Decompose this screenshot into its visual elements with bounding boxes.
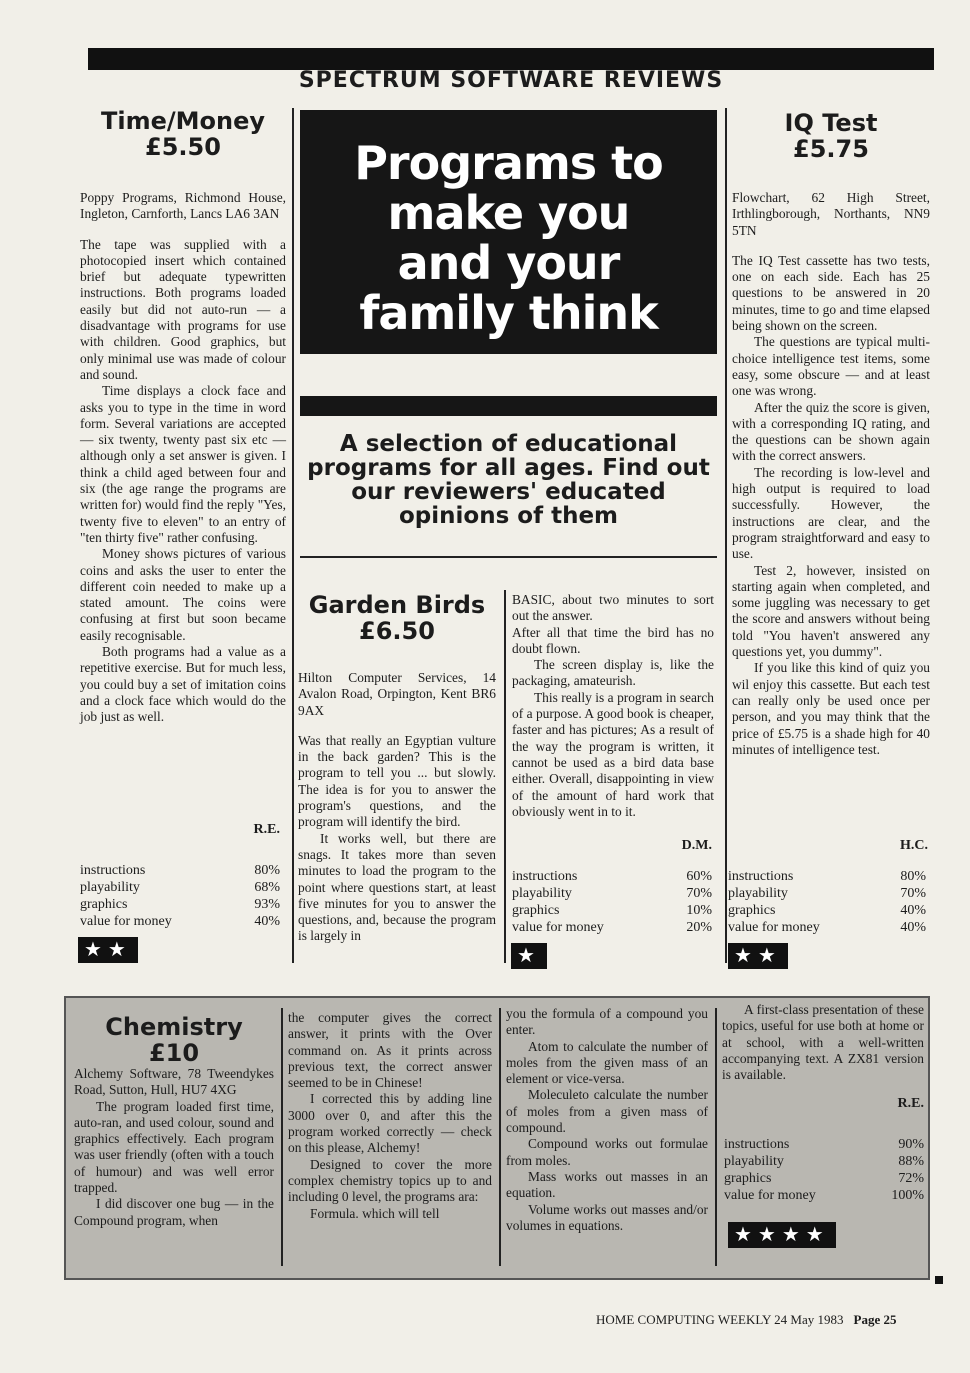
rating-label: value for money bbox=[512, 920, 604, 935]
page-number: Page 25 bbox=[853, 1312, 897, 1327]
rating-label: instructions bbox=[724, 1137, 790, 1152]
rating-label: instructions bbox=[512, 869, 578, 884]
review-title bbox=[80, 108, 286, 164]
rating-value: 70% bbox=[900, 886, 926, 901]
publisher-address: Hilton Computer Services, 14 Avalon Road, Orpington, Kent BR6 9AX bbox=[298, 670, 496, 718]
rating-value: 93% bbox=[254, 897, 280, 912]
rating-value: 88% bbox=[898, 1154, 924, 1169]
publisher-address: Poppy Programs, Richmond House, Ingleton, Carnforth, Lancs LA6 3AN bbox=[80, 190, 286, 222]
review-title-name: Time/Money bbox=[100, 107, 266, 135]
headline-line: family think bbox=[359, 286, 658, 340]
review-paragraph: the computer gives the correct answer, it prints with the Over command on. As it prints across previous text, the correct answer seemed to be in Chinese! bbox=[288, 1010, 492, 1091]
rating-label: value for money bbox=[724, 1188, 816, 1203]
rating-label: graphics bbox=[512, 903, 560, 918]
rating-row bbox=[724, 1136, 924, 1153]
review-garden-birds bbox=[298, 592, 496, 945]
review-body bbox=[80, 190, 286, 726]
rating-label: graphics bbox=[80, 897, 128, 912]
review-body bbox=[298, 670, 496, 945]
rating-row bbox=[724, 1187, 924, 1204]
review-paragraph: you the formula of a compound you enter. bbox=[506, 1006, 708, 1038]
rating-label: value for money bbox=[728, 920, 820, 935]
review-paragraph: Money shows pictures of various coins and asks the user to enter the different coin needed to make up a stated amount. The coins were confusing at first but soon became easily recognisable. bbox=[80, 546, 286, 643]
rating-value: 90% bbox=[898, 1137, 924, 1152]
review-paragraph: I did discover one bug — in the Compound program, when bbox=[74, 1196, 274, 1228]
publisher-address: Flowchart, 62 High Street, Irthlingborough, Northants, NN9 5TN bbox=[732, 190, 930, 238]
review-paragraph: The tape was supplied with a photocopied insert which contained brief but adequate typewritten instructions. Both programs loaded easily but did not auto-run — a disadvantage with programs for use with children. Good graphics, but only minimal use was made of colour and sound. bbox=[80, 236, 286, 382]
star-rating: ★★ bbox=[78, 937, 138, 963]
rating-label: instructions bbox=[80, 863, 146, 878]
rating-value: 40% bbox=[900, 903, 926, 918]
review-body-col2 bbox=[512, 592, 714, 820]
review-paragraph: Volume works out masses and/or volumes in equations. bbox=[506, 1201, 708, 1233]
rating-row bbox=[728, 885, 926, 902]
review-paragraph: I corrected this by adding line 3000 over 0, and after this the program worked correctly — check on this please, Alchemy! bbox=[288, 1091, 492, 1156]
rating-value: 68% bbox=[254, 880, 280, 895]
star-rating: ★★ bbox=[728, 943, 788, 969]
review-paragraph: Designed to cover the more complex chemistry topics up to and including 0 level, the programs ara: bbox=[288, 1156, 492, 1205]
rating-value: 40% bbox=[254, 914, 280, 929]
rating-value: 80% bbox=[900, 869, 926, 884]
review-paragraph: Moleculeto calculate the number of moles from a given mass of compound. bbox=[506, 1087, 708, 1136]
review-paragraph: The recording is low-level and high output is required to load successfully. However, the instructions are clear, and the program straightforward and easy to use. bbox=[732, 464, 930, 562]
review-title bbox=[298, 592, 496, 644]
rating-row bbox=[512, 868, 712, 885]
review-paragraph: A first-class presentation of these topics, useful for use both at home or at school, with a well-written accompanying text. A ZX81 version is available. bbox=[722, 1002, 924, 1083]
rating-label: value for money bbox=[80, 914, 172, 929]
rating-value: 70% bbox=[686, 886, 712, 901]
rating-value: 72% bbox=[898, 1171, 924, 1186]
ratings-table bbox=[724, 1136, 924, 1204]
review-title-name: Garden Birds bbox=[308, 591, 486, 619]
rating-label: playability bbox=[512, 886, 572, 901]
review-paragraph: After all that time the bird has no doubt flown. bbox=[512, 624, 714, 656]
reviewer-initials: H.C. bbox=[900, 838, 928, 853]
rating-value: 20% bbox=[686, 920, 712, 935]
review-paragraph: Test 2, however, insisted on starting again when completed, and some juggling was necessary to get the score and answers without being told "You haven't answered any questions yet, you dummy". bbox=[732, 562, 930, 660]
review-paragraph: If you like this kind of quiz you wil enjoy this cassette. But each test can really only be used once per person, and you may think that the price of £5.75 is a shade high for 40 minutes of intelligence test. bbox=[732, 660, 930, 757]
ratings-table bbox=[728, 868, 926, 936]
review-iq-test bbox=[732, 110, 930, 758]
rating-row bbox=[728, 868, 926, 885]
review-paragraph: The screen display is, like the packaging, amateurish. bbox=[512, 657, 714, 689]
review-time-money bbox=[80, 108, 286, 726]
headline-line: Programs to bbox=[354, 136, 663, 190]
rating-value: 60% bbox=[686, 869, 712, 884]
rating-row bbox=[80, 913, 280, 930]
rating-label: playability bbox=[80, 880, 140, 895]
review-title-name: IQ Test bbox=[784, 109, 878, 137]
reviewer-initials: R.E. bbox=[253, 822, 280, 837]
review-body-col4 bbox=[722, 1002, 924, 1083]
rating-value: 10% bbox=[686, 903, 712, 918]
review-paragraph: Atom to calculate the number of moles from the given mass of an element or vice-versa. bbox=[506, 1038, 708, 1087]
review-paragraph: After the quiz the score is given, with a corresponding IQ rating, and the questions can be shown again with the correct answers. bbox=[732, 399, 930, 464]
rating-label: playability bbox=[728, 886, 788, 901]
rating-row bbox=[80, 862, 280, 879]
column-divider bbox=[281, 1008, 283, 1266]
rating-row bbox=[512, 885, 712, 902]
column-divider bbox=[499, 1008, 501, 1266]
rating-row bbox=[512, 902, 712, 919]
review-paragraph: Mass works out masses in an equation. bbox=[506, 1168, 708, 1201]
review-paragraph: Was that really an Egyptian vulture in the back garden? This is the program to tell you ... but slowly. The idea is for you to answer the program's questions, and the program will identify the bird. bbox=[298, 732, 496, 830]
rating-row bbox=[80, 896, 280, 913]
rating-row bbox=[80, 879, 280, 896]
review-body-col3 bbox=[506, 1006, 708, 1234]
headline-rule-bar bbox=[300, 396, 717, 416]
review-title bbox=[732, 110, 930, 166]
ratings-table bbox=[512, 868, 712, 936]
rating-label: playability bbox=[724, 1154, 784, 1169]
rating-row bbox=[512, 919, 712, 936]
headline-line: make you bbox=[387, 186, 630, 240]
review-paragraph: Formula. which will tell bbox=[310, 1205, 440, 1221]
rating-label: graphics bbox=[728, 903, 776, 918]
section-divider bbox=[300, 556, 717, 558]
review-paragraph: It works well, but there are snags. It takes more than seven minutes to load the program to the point where questions start, at least five minutes for you to answer the questions, and, because the program is largely in bbox=[298, 830, 496, 944]
headline-line: and your bbox=[397, 236, 620, 290]
review-paragraph: Compound works out formulae from moles. bbox=[506, 1136, 708, 1168]
reviewer-initials: D.M. bbox=[681, 838, 712, 853]
column-divider bbox=[715, 1008, 717, 1266]
review-paragraph: This really is a program in search of a purpose. A good book is cheaper, faster and has pictures; As a result of the way the program is written, it cannot be used as a bird data base either. Overall, disappointing in view of the amount of hard work that obviously went in to it. bbox=[512, 689, 714, 819]
rating-value: 40% bbox=[900, 920, 926, 935]
rating-label: instructions bbox=[728, 869, 794, 884]
section-title: SPECTRUM SOFTWARE REVIEWS bbox=[298, 68, 724, 93]
top-rule-bar bbox=[88, 48, 934, 70]
review-price: £5.75 bbox=[793, 135, 869, 163]
review-title-name: Chemistry bbox=[105, 1013, 243, 1041]
review-body-col2 bbox=[288, 1010, 492, 1222]
rating-value: 80% bbox=[254, 863, 280, 878]
review-price: £10 bbox=[148, 1039, 200, 1067]
review-paragraph: The IQ Test cassette has two tests, one on each side. Each has 25 questions to be answered in 20 minutes, time to go and time elapsed being shown on the screen. bbox=[732, 252, 930, 334]
review-paragraph: Time displays a clock face and asks you to type in the time in word form. Several variations are accepted — six twenty, twenty past six etc — although only a set answer is given. I think a child aged between four and six (the age range the programs are written for) would find the reply "Yes, twenty five to eleven" to an entry of "ten thirty five" rather confusing. bbox=[80, 383, 286, 545]
ratings-table bbox=[80, 862, 280, 930]
column-divider bbox=[725, 108, 727, 963]
rating-row bbox=[724, 1170, 924, 1187]
end-mark bbox=[935, 1276, 943, 1284]
subheadline: A selection of educational programs for all ages. Find out our reviewers' educated opinions of them bbox=[307, 431, 710, 529]
review-paragraph: The program loaded first time, auto-ran, and used colour, sound and graphics effectively. Each program was user friendly (often with a touch of humour) and was well error trapped. bbox=[74, 1098, 274, 1196]
column-divider bbox=[292, 108, 294, 963]
publisher-address: Alchemy Software, 78 Tweendykes Road, Sutton, Hull, HU7 4XG bbox=[74, 1066, 274, 1098]
publication-line: HOME COMPUTING WEEKLY 24 May 1983 bbox=[596, 1312, 844, 1327]
rating-row bbox=[724, 1153, 924, 1170]
review-price: £5.50 bbox=[145, 133, 221, 161]
rating-row bbox=[728, 902, 926, 919]
rating-value: 100% bbox=[891, 1188, 924, 1203]
review-title bbox=[74, 1013, 274, 1067]
star-rating: ★★★★ bbox=[728, 1222, 836, 1248]
star-rating: ★ bbox=[511, 943, 547, 969]
review-price: £6.50 bbox=[359, 617, 435, 645]
review-paragraph: The questions are typical multi-choice intelligence test items, some easy, some obscure — and at least one was wrong. bbox=[732, 334, 930, 399]
review-body bbox=[74, 1066, 274, 1229]
review-paragraph: BASIC, about two minutes to sort out the answer. bbox=[512, 592, 714, 624]
column-divider bbox=[504, 590, 506, 963]
review-body bbox=[732, 190, 930, 758]
review-paragraph: Both programs had a value as a repetitive exercise. But for much less, you could buy a set of imitation coins and a clock face which would do the job just as well. bbox=[80, 644, 286, 725]
headline-box bbox=[300, 110, 717, 354]
reviewer-initials: R.E. bbox=[897, 1096, 924, 1111]
review-chemistry bbox=[74, 1014, 274, 1229]
page-footer bbox=[596, 1312, 896, 1328]
rating-label: graphics bbox=[724, 1171, 772, 1186]
rating-row bbox=[728, 919, 926, 936]
